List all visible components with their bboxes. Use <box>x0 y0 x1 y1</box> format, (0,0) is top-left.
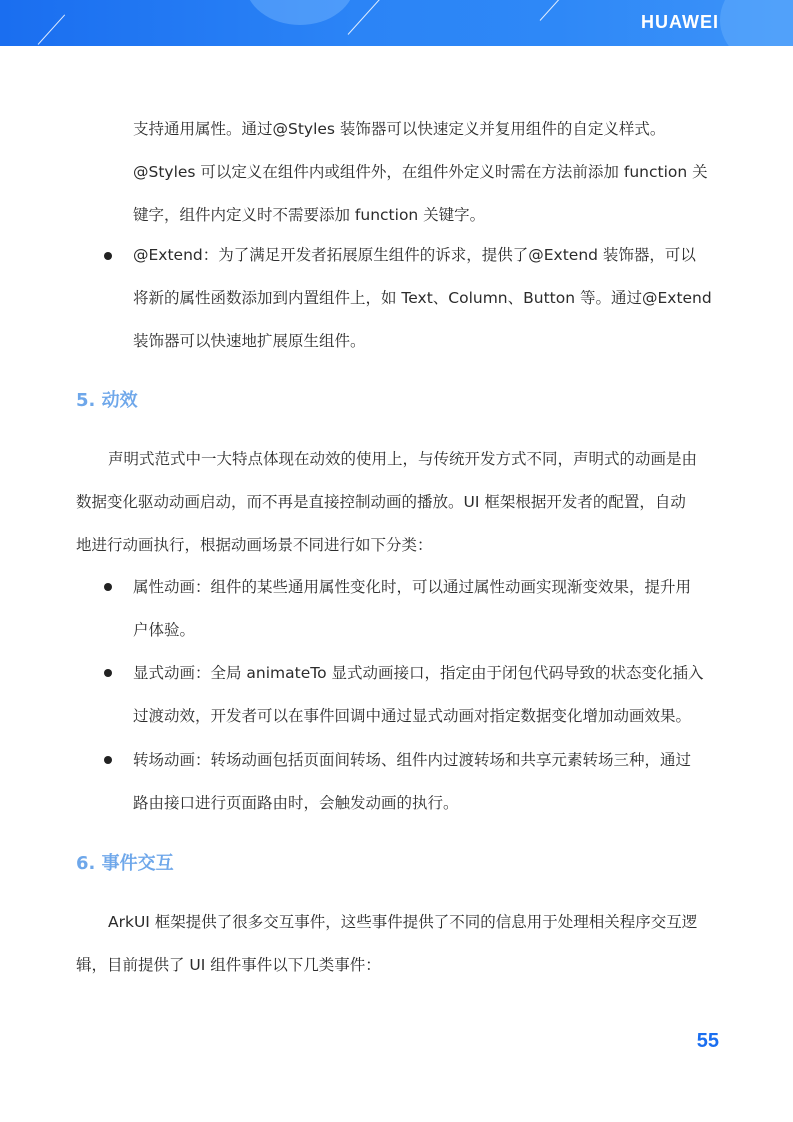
paragraph-line: 将新的属性函数添加到内置组件上，如 Text、Column、Button 等。通过@Extend <box>133 289 712 307</box>
list-item-line: 路由接口进行页面路由时，会触发动画的执行。 <box>133 794 459 812</box>
paragraph-line: 声明式范式中一大特点体现在动效的使用上，与传统开发方式不同，声明式的动画是由 <box>108 450 698 468</box>
decorative-line <box>540 0 561 21</box>
paragraph-line: 键字，组件内定义时不需要添加 function 关键字。 <box>133 206 486 224</box>
paragraph-line: 支持通用属性。通过@Styles 装饰器可以快速定义并复用组件的自定义样式。 <box>133 120 666 138</box>
paragraph-line: @Extend：为了满足开发者拓展原生组件的诉求，提供了@Extend 装饰器，可以 <box>133 246 696 264</box>
list-item-line: 转场动画：转场动画包括页面间转场、组件内过渡转场和共享元素转场三种，通过 <box>133 751 692 769</box>
page-number: 55 <box>696 1030 719 1052</box>
page-header-banner <box>0 0 793 46</box>
bullet-dot <box>104 252 112 260</box>
paragraph-line: @Styles 可以定义在组件内或组件外，在组件外定义时需在方法前添加 function 关 <box>133 163 708 181</box>
paragraph-line: 装饰器可以快速地扩展原生组件。 <box>133 332 366 350</box>
paragraph-line: ArkUI 框架提供了很多交互事件，这些事件提供了不同的信息用于处理相关程序交互逻 <box>108 913 698 931</box>
paragraph-line: 地进行动画执行，根据动画场景不同进行如下分类： <box>76 536 433 554</box>
decorative-line <box>348 0 381 35</box>
bullet-dot <box>104 669 112 677</box>
bullet-dot <box>104 583 112 591</box>
bullet-dot <box>104 756 112 764</box>
decorative-line <box>38 14 66 44</box>
section-heading: 6. 事件交互 <box>76 853 174 874</box>
list-item-line: 显式动画：全局 animateTo 显式动画接口，指定由于闭包代码导致的状态变化插入 <box>133 664 704 682</box>
decorative-circle <box>245 0 355 25</box>
paragraph-line: 辑，目前提供了 UI 组件事件以下几类事件： <box>76 956 381 974</box>
list-item-line: 户体验。 <box>133 621 196 639</box>
list-item-line: 属性动画：组件的某些通用属性变化时，可以通过属性动画实现渐变效果，提升用 <box>133 578 692 596</box>
paragraph-line: 数据变化驱动动画启动，而不再是直接控制动画的播放。UI 框架根据开发者的配置，自动 <box>76 493 686 511</box>
decorative-circle <box>720 0 793 46</box>
list-item-line: 过渡动效，开发者可以在事件回调中通过显式动画对指定数据变化增加动画效果。 <box>133 707 692 725</box>
section-heading: 5. 动效 <box>76 390 138 411</box>
huawei-logo: HUAWEI <box>641 12 719 32</box>
